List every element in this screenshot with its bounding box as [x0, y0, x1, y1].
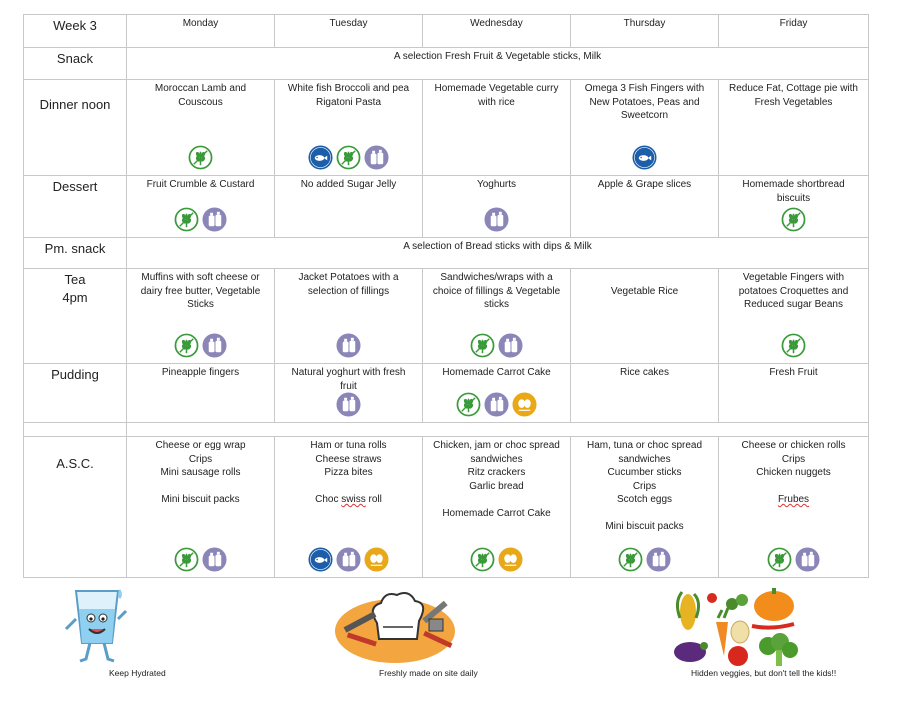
asc-item-line: Scotch eggs: [616, 494, 673, 505]
dinner-cell-thursday: [571, 80, 719, 176]
asc-item-line: sandwiches: [470, 453, 523, 465]
asc-item-text: [281, 439, 416, 507]
milk-allergen-icon: [336, 547, 361, 572]
milk-allergen-icon: [646, 547, 671, 572]
egg-allergen-icon: [512, 392, 537, 417]
milk-allergen-icon: [795, 547, 820, 572]
asc-item-line: Ham, tuna or choc spread: [586, 440, 703, 451]
asc-item-line: Ritz crackers: [467, 467, 526, 478]
dessert-item-line: Yoghurts: [476, 179, 517, 190]
tea-allergen-icons: [127, 333, 274, 358]
chef-utensils-illustration: [333, 585, 458, 665]
dinner-item-line: White fish Broccoli and pea: [287, 83, 410, 94]
asc-cell-wednesday: [423, 437, 571, 578]
gluten-allergen-icon: [781, 333, 806, 358]
tea-cell-tuesday: [275, 269, 423, 364]
dinner-item-line: Sweetcorn: [620, 110, 669, 121]
milk-allergen-icon: [484, 392, 509, 417]
asc-cell-thursday: [571, 437, 719, 578]
spacer-row: [24, 423, 869, 437]
hidden-veggies-caption: Hidden veggies, but don't tell the kids!!: [691, 668, 837, 678]
tea-allergen-icons: [719, 333, 868, 358]
dinner-item-text: [281, 82, 416, 109]
asc-allergen-icons: [719, 547, 868, 572]
gluten-allergen-icon: [188, 145, 213, 170]
dinner-item-text: [429, 82, 564, 109]
tea-item-text: [725, 271, 862, 312]
header-row: [24, 15, 869, 48]
asc-allergen-icons: [127, 547, 274, 572]
tea-item-line: Vegetable Rice: [610, 285, 679, 297]
dinner-item-text: [133, 82, 268, 109]
dinner-cell-wednesday: [423, 80, 571, 176]
pudding-item-text: [577, 366, 712, 380]
tea-item-text: [133, 271, 268, 312]
dessert-item-text: [725, 178, 862, 205]
dessert-row: [24, 176, 869, 238]
dessert-item-text: [577, 178, 712, 192]
asc-item-line: Crips: [781, 453, 806, 465]
dinner-allergen-icons: [275, 145, 422, 170]
asc-item-line: Mini sausage rolls: [160, 467, 241, 478]
milk-allergen-icon: [202, 547, 227, 572]
dessert-item-text: [281, 178, 416, 192]
asc-label: A.S.C.: [24, 437, 127, 578]
dinner-cell-friday: [719, 80, 869, 176]
asc-item-line: [577, 507, 712, 521]
tea-allergen-icons: [423, 333, 570, 358]
tea-item-text: [429, 271, 564, 312]
tea-item-line: Sandwiches/wraps with a: [440, 272, 553, 283]
snack-text: A selection Fresh Fruit & Vegetable sticks, Milk: [127, 48, 869, 80]
pm-snack-label: Pm. snack: [24, 238, 127, 269]
fish-allergen-icon: [632, 145, 657, 170]
dessert-item-line: No added Sugar Jelly: [300, 179, 397, 190]
water-glass-illustration: [62, 585, 132, 665]
pudding-cell-friday: [719, 364, 869, 423]
tea-item-line: selection of fillings: [307, 285, 390, 297]
milk-allergen-icon: [484, 207, 509, 232]
pudding-cell-thursday: [571, 364, 719, 423]
gluten-allergen-icon: [767, 547, 792, 572]
asc-item-line: Chicken, jam or choc spread: [433, 440, 560, 451]
pudding-item-text: [725, 366, 862, 380]
tea-item-line: sticks: [484, 299, 509, 310]
asc-item-line: Cheese or egg wrap: [155, 440, 246, 451]
tea-label-line: Tea: [64, 272, 86, 287]
week-label: Week 3: [24, 15, 127, 48]
tea-allergen-icons: [275, 333, 422, 358]
asc-item-line: Mini biscuit packs: [161, 494, 240, 505]
pudding-cell-wednesday: [423, 364, 571, 423]
dessert-item-line: Homemade shortbread: [742, 179, 845, 190]
tea-item-line: choice of fillings & Vegetable: [432, 285, 561, 297]
dinner-allergen-icons: [127, 145, 274, 170]
pudding-label: Pudding: [24, 364, 127, 423]
fish-allergen-icon: [308, 547, 333, 572]
tea-item-text: [281, 271, 416, 298]
dessert-item-line: biscuits: [776, 192, 811, 204]
dessert-allergen-icons: [423, 207, 570, 232]
asc-allergen-icons: [275, 547, 422, 572]
squiggle-word: swiss: [341, 494, 366, 505]
dessert-cell-wednesday: [423, 176, 571, 238]
tea-item-line: [577, 271, 712, 285]
dessert-cell-tuesday: [275, 176, 423, 238]
milk-allergen-icon: [202, 333, 227, 358]
asc-row: [24, 437, 869, 578]
tea-cell-friday: [719, 269, 869, 364]
gluten-allergen-icon: [174, 547, 199, 572]
asc-item-line: [133, 480, 268, 494]
tea-item-text: [577, 271, 712, 298]
milk-allergen-icon: [202, 207, 227, 232]
keep-hydrated-caption: Keep Hydrated: [109, 668, 166, 678]
asc-item-line: Ham or tuna rolls: [310, 440, 387, 451]
tea-label: [24, 269, 127, 364]
tea-item-line: Sticks: [187, 299, 214, 310]
milk-allergen-icon: [364, 145, 389, 170]
tea-cell-thursday: [571, 269, 719, 364]
dessert-item-text: [133, 178, 268, 192]
day-tuesday: Tuesday: [275, 15, 423, 48]
gluten-allergen-icon: [336, 145, 361, 170]
pudding-row: [24, 364, 869, 423]
dinner-item-line: Homemade Vegetable curry: [434, 83, 559, 94]
pudding-cell-monday: [127, 364, 275, 423]
dessert-item-line: Apple & Grape slices: [597, 179, 692, 190]
spacer-cell: [24, 423, 127, 437]
asc-item-line: Cucumber sticks: [607, 467, 682, 478]
spacer-cell-wide: [127, 423, 869, 437]
tea-item-line: dairy free butter, Vegetable: [140, 285, 261, 297]
tea-item-line: Reduced sugar Beans: [744, 299, 843, 310]
asc-item-line: Crips: [632, 480, 657, 492]
dinner-allergen-icons: [571, 145, 718, 170]
pudding-item-line: Natural yoghurt with fresh: [291, 367, 406, 378]
gluten-allergen-icon: [781, 207, 806, 232]
dessert-item-text: [429, 178, 564, 192]
asc-item-line: Cheese straws: [315, 453, 382, 465]
pudding-cell-tuesday: [275, 364, 423, 423]
dessert-item-line: Fruit Crumble & Custard: [146, 179, 255, 190]
asc-item-line: Homemade Carrot Cake: [442, 507, 551, 519]
milk-allergen-icon: [336, 333, 361, 358]
tea-item-line: potatoes Croquettes and: [738, 285, 849, 297]
dinner-item-line: Fresh Vegetables: [754, 96, 833, 108]
vegetables-illustration: [672, 588, 807, 668]
asc-item-line: Frubes: [777, 494, 810, 505]
asc-cell-friday: [719, 437, 869, 578]
dinner-row: [24, 80, 869, 176]
freshly-made-caption: Freshly made on site daily: [379, 668, 478, 678]
asc-item-line: [429, 493, 564, 507]
asc-item-line: Chicken nuggets: [756, 467, 831, 478]
tea-label-time: 4pm: [62, 290, 88, 305]
snack-label: Snack: [24, 48, 127, 80]
dinner-item-line: Moroccan Lamb and: [154, 83, 247, 94]
asc-item-line: Mini biscuit packs: [605, 521, 684, 532]
dessert-cell-thursday: [571, 176, 719, 238]
dinner-item-text: [577, 82, 712, 123]
day-monday: Monday: [127, 15, 275, 48]
fish-allergen-icon: [308, 145, 333, 170]
tea-cell-wednesday: [423, 269, 571, 364]
asc-item-line: Crips: [188, 453, 213, 465]
dessert-allergen-icons: [127, 207, 274, 232]
tea-item-line: Jacket Potatoes with a: [298, 272, 399, 283]
asc-item-line: Choc swiss roll: [315, 494, 382, 505]
asc-cell-tuesday: [275, 437, 423, 578]
gluten-allergen-icon: [470, 333, 495, 358]
asc-item-line: Garlic bread: [469, 480, 524, 492]
dessert-allergen-icons: [719, 207, 868, 232]
dinner-item-line: Couscous: [178, 96, 223, 108]
dinner-item-line: Rigatoni Pasta: [315, 96, 382, 108]
dinner-item-text: [725, 82, 862, 109]
day-thursday: Thursday: [571, 15, 719, 48]
tea-item-line: Muffins with soft cheese or: [141, 272, 260, 283]
asc-item-line: [281, 480, 416, 494]
gluten-allergen-icon: [618, 547, 643, 572]
asc-item-line: [725, 480, 862, 494]
pudding-item-line: Rice cakes: [620, 367, 669, 378]
asc-item-text: [429, 439, 564, 520]
pudding-item-line: fruit: [340, 380, 357, 392]
dessert-cell-monday: [127, 176, 275, 238]
dinner-item-line: New Potatoes, Peas and: [589, 96, 700, 108]
gluten-allergen-icon: [470, 547, 495, 572]
dessert-label: Dessert: [24, 176, 127, 238]
gluten-allergen-icon: [174, 333, 199, 358]
snack-row: [24, 48, 869, 80]
asc-allergen-icons: [423, 547, 570, 572]
pm-snack-text: A selection of Bread sticks with dips & Milk: [127, 238, 869, 269]
dessert-cell-friday: [719, 176, 869, 238]
dinner-cell-monday: [127, 80, 275, 176]
tea-row: [24, 269, 869, 364]
dinner-cell-tuesday: [275, 80, 423, 176]
gluten-allergen-icon: [174, 207, 199, 232]
asc-item-text: [725, 439, 862, 507]
gluten-allergen-icon: [456, 392, 481, 417]
pudding-allergen-icons: [423, 392, 570, 417]
dinner-label: Dinner noon: [24, 80, 127, 176]
egg-allergen-icon: [498, 547, 523, 572]
asc-item-line: sandwiches: [618, 453, 671, 465]
pudding-item-text: [133, 366, 268, 380]
pudding-item-text: [281, 366, 416, 393]
pudding-item-text: [429, 366, 564, 380]
tea-item-line: Vegetable Fingers with: [742, 272, 845, 283]
asc-item-line: Pizza bites: [324, 467, 373, 478]
pudding-item-line: Homemade Carrot Cake: [442, 367, 551, 378]
weekly-menu-table: [23, 14, 869, 578]
pudding-item-line: Pineapple fingers: [161, 367, 240, 378]
dinner-item-line: Omega 3 Fish Fingers with: [584, 83, 705, 94]
tea-cell-monday: [127, 269, 275, 364]
pudding-allergen-icons: [275, 392, 422, 417]
dinner-item-line: with rice: [478, 96, 515, 108]
asc-cell-monday: [127, 437, 275, 578]
day-wednesday: Wednesday: [423, 15, 571, 48]
milk-allergen-icon: [498, 333, 523, 358]
pm-snack-row: [24, 238, 869, 269]
pudding-item-line: Fresh Fruit: [769, 367, 818, 378]
dinner-item-line: Reduce Fat, Cottage pie with: [729, 83, 858, 94]
asc-allergen-icons: [571, 547, 718, 572]
asc-item-line: Cheese or chicken rolls: [741, 440, 846, 451]
day-friday: Friday: [719, 15, 869, 48]
asc-item-text: [133, 439, 268, 507]
milk-allergen-icon: [336, 392, 361, 417]
egg-allergen-icon: [364, 547, 389, 572]
asc-item-text: [577, 439, 712, 534]
